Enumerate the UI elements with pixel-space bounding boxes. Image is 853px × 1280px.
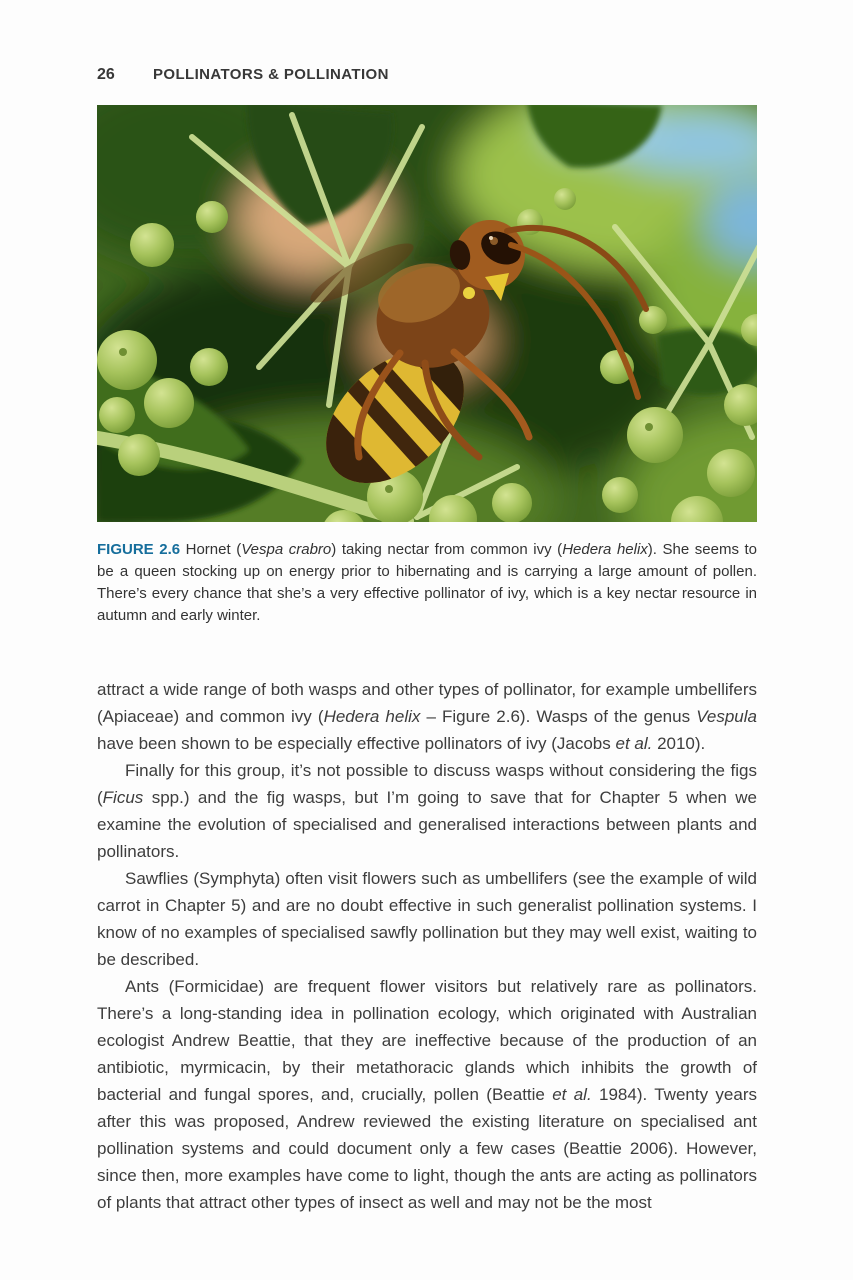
text-segment: – Figure 2.6). Wasps of the genus [420,707,697,726]
text-segment: Vespula [696,707,757,726]
text-segment: Ants (Formicidae) are frequent flower visitors but relatively rare as pollinators. There’s a long-standing idea in pollination ecology, which originated with Australian ecologist Andrew Beattie, that they are ineffective because of the production of an antibiotic, myrmicacin, by their metathoracic glands which inhibits the growth of bacterial and fungal spores, and, crucially, pollen (Beattie [97,977,757,1104]
paragraph [97,676,757,757]
text-segment: Finally for this group, it’s not possible to discuss wasps without considering the figs ( [97,761,757,807]
text-segment: Sawflies (Symphyta) often visit flowers such as umbellifers (see the example of wild carrot in Chapter 5) and are no doubt effective in such generalist pollination systems. I know of no examples of specialised sawfly pollination but they may well exist, waiting to be described. [97,869,757,969]
text-segment: 2010). [652,734,706,753]
running-head-title: POLLINATORS & POLLINATION [153,66,389,83]
paragraph [97,865,757,973]
text-segment: ) taking nectar from common ivy ( [331,541,563,558]
text-segment: Hedera helix [562,541,648,558]
text-segment: Hornet ( [180,541,242,558]
text-segment: et al. [552,1085,592,1104]
text-segment: Vespa crabro [241,541,332,558]
figure-label: FIGURE 2.6 [97,541,181,558]
page-header [97,66,757,84]
text-segment: attract a wide range of both wasps and other types of pollinator, for example umbellifers (Apiaceae) and common ivy ( [97,680,757,726]
hornet-ivy-photo-illustration [97,105,757,522]
body-text [97,676,757,1216]
paragraph [97,757,757,865]
pollen-grain [463,287,475,299]
text-segment: et al. [615,734,653,753]
page-number: 26 [97,66,115,83]
text-segment: 1984). Twenty years after this was proposed, Andrew reviewed the existing literature on specialised ant pollination systems and could document only a few cases (Beattie 2006). However, since then, more examples have come to light, though the ants are acting as pollinators of plants that attract other types of insect as well and may not be the most [97,1085,757,1212]
paragraph [97,973,757,1216]
text-segment: spp.) and the fig wasps, but I’m going to save that for Chapter 5 when we examine the evolution of specialised and generalised interactions between plants and pollinators. [97,788,757,861]
text-segment: ). She seems to be a queen stocking up on energy prior to hibernating and is carrying a large amount of pollen. There’s every chance that she’s a very effective pollinator of ivy, which is a key nectar resource in autumn and early winter. [97,541,758,624]
figure-caption [97,539,757,627]
text-segment: Ficus [102,788,144,807]
figure-2-6-photo [97,105,757,522]
text-segment: have been shown to be especially effective pollinators of ivy (Jacobs [97,734,616,753]
text-segment: Hedera helix [323,707,421,726]
